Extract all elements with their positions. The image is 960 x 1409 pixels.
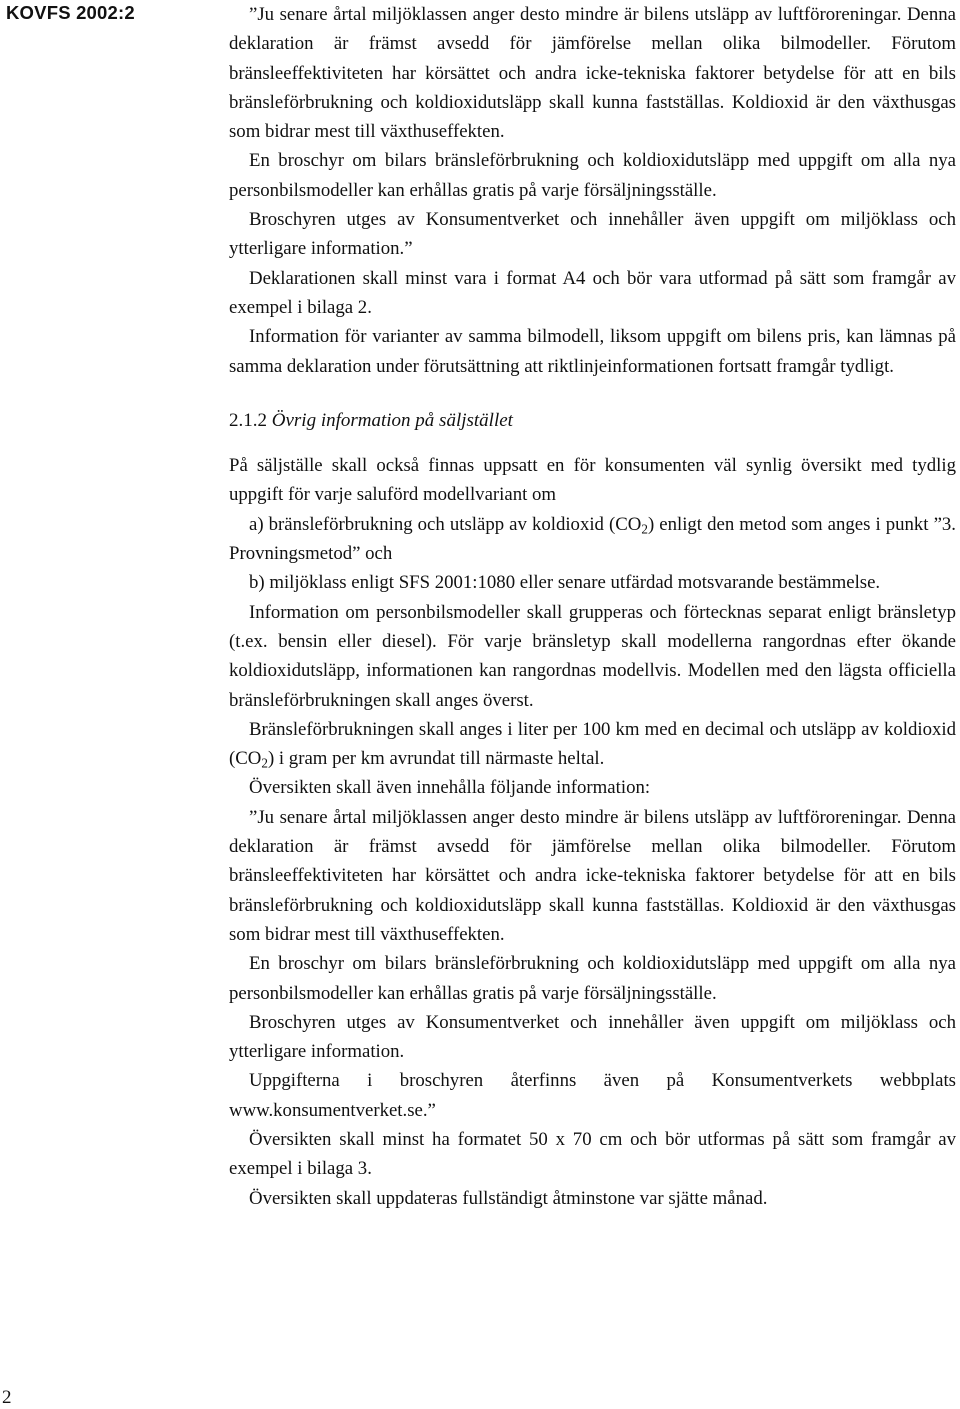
quote-bottom-paragraph-4: Uppgifterna i broschyren återfinns även på Konsumentverkets webbplats www.konsumentverket.se.” bbox=[229, 1070, 956, 1121]
quote-top-paragraph-2: En broschyr om bilars bränsleförbrukning och koldioxidutsläpp med uppgift om alla nya personbilsmodeller kan erhållas gratis på varje försäljningsställe. bbox=[229, 150, 956, 201]
section-number: 2.1.2 bbox=[229, 409, 267, 431]
paragraph-units: Bränsleförbrukningen skall anges i liter per 100 km med en decimal och utsläpp av koldioxid $(CO_2)$ i gram per km avrundat till närmaste heltal. bbox=[229, 718, 956, 771]
quote-bottom-paragraph-1: ”Ju senare årtal miljöklassen anger desto mindre är bilens utsläpp av luftföroreningar. Denna deklaration är främst avsedd för jämförelse mellan olika bilmodeller. Förutom bränsleeffektiviteten har körsättet och andra icke-tekniska faktorer betydelse för att en bils bränsleförbrukning och koldioxidutsläpp skall kunna fastställas. Koldioxid är den växthusgas som bidrar mest till växthuseffekten. bbox=[229, 806, 956, 945]
paragraph-update: Översikten skall uppdateras fullständigt åtminstone var sjätte månad. bbox=[249, 1187, 768, 1209]
paragraph-contains: Översikten skall även innehålla följande information: bbox=[249, 777, 651, 799]
paragraph-intro: På säljställe skall också finnas uppsatt en för konsumenten väl synlig översikt med tydlig uppgift för varje saluförd modellvariant om bbox=[229, 455, 956, 506]
page-number: 2 bbox=[2, 1387, 12, 1408]
document-body bbox=[229, 0, 956, 1213]
list-item-b: b) miljöklass enligt SFS 2001:1080 eller senare utfärdad motsvarande bestämmelse. bbox=[249, 572, 881, 594]
section-heading bbox=[229, 406, 956, 435]
quote-bottom-paragraph-2: En broschyr om bilars bränsleförbrukning och koldioxidutsläpp med uppgift om alla nya personbilsmodeller kan erhållas gratis på varje försäljningsställe. bbox=[229, 953, 956, 1004]
paragraph-grouping: Information om personbilsmodeller skall grupperas och förtecknas separat enligt bränsletyp (t.ex. bensin eller diesel). För varje bränsletyp skall modellerna rangordnas efter ökande koldioxidutsläpp, informationen kan rangordnas modellvis. Modellen med den lägsta officiella bränsleförbrukningen skall anges överst. bbox=[229, 601, 956, 711]
section-title: Övrig information på säljstället bbox=[271, 409, 513, 431]
quote-top-paragraph-3: Broschyren utges av Konsumentverket och innehåller även uppgift om miljöklass och ytterligare information.” bbox=[229, 209, 956, 260]
paragraph-variants: Information för varianter av samma bilmodell, liksom uppgift om bilens pris, kan lämnas på samma deklaration under förutsättning att riktlinjeinformationen fortsatt framgår tydligt. bbox=[229, 326, 956, 377]
list-item-a: a) bränsleförbrukning och utsläpp av koldioxid $(CO_2)$ enligt den metod som anges i punkt ”3. Provningsmetod” och bbox=[229, 513, 957, 565]
quote-top-paragraph-1: ”Ju senare årtal miljöklassen anger desto mindre är bilens utsläpp av luftföroreningar. Denna deklaration är främst avsedd för jämförelse mellan olika bilmodeller. Förutom bränsleeffektiviteten har körsättet och andra icke-tekniska faktorer betydelse för att en bils bränsleförbrukning och koldioxidutsläpp skall kunna fastställas. Koldioxid är den växthusgas som bidrar mest till växthuseffekten. bbox=[229, 4, 956, 143]
quote-bottom-paragraph-3: Broschyren utges av Konsumentverket och innehåller även uppgift om miljöklass och ytterligare information. bbox=[229, 1011, 956, 1063]
paragraph-format-poster: Översikten skall minst ha formatet 50 x 70 cm och bör utformas på sätt som framgår av exempel i bilaga 3. bbox=[229, 1128, 956, 1180]
document-code: KOVFS 2002:2 bbox=[6, 2, 135, 23]
paragraph-format-a4: Deklarationen skall minst vara i format A4 och bör vara utformad på sätt som framgår av exempel i bilaga 2. bbox=[229, 267, 956, 318]
